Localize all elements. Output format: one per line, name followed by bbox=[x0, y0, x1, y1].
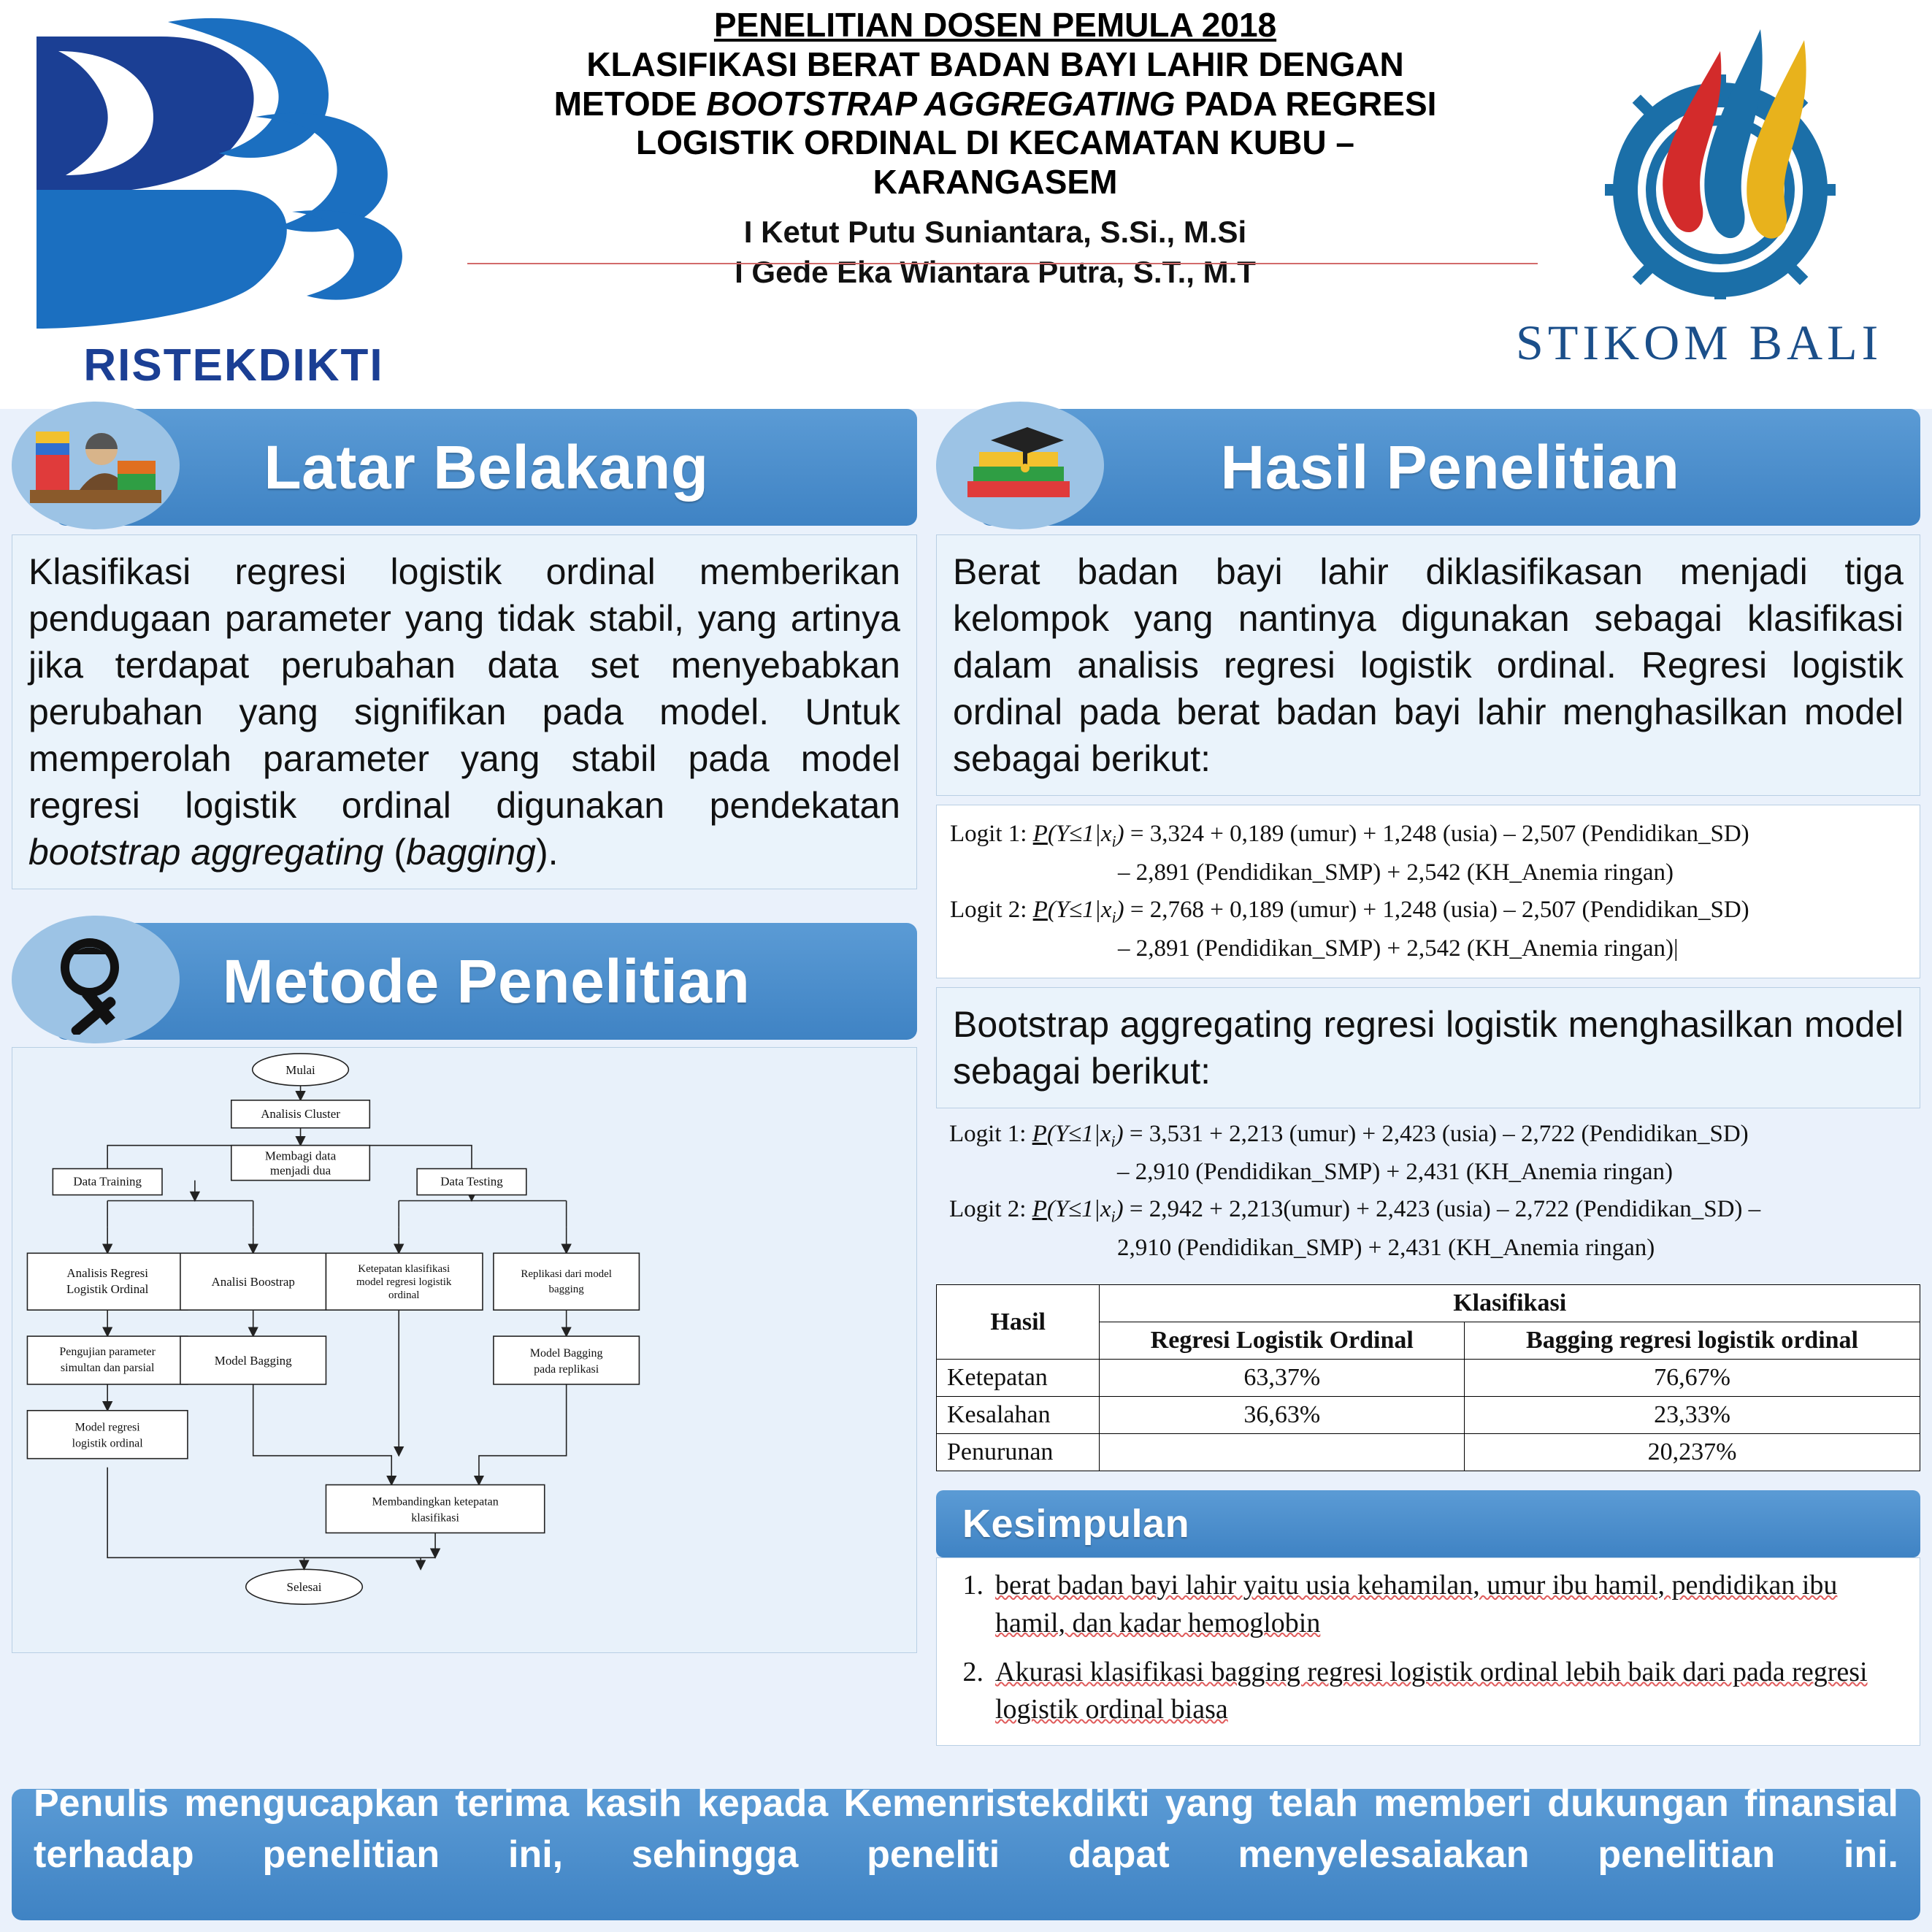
left-column bbox=[12, 409, 917, 1779]
svg-text:Model Bagging: Model Bagging bbox=[529, 1346, 603, 1360]
kesimpulan-text-1: berat badan bayi lahir yaitu usia kehamilan, umur ibu hamil, pendidikan ibu hamil, dan kadar hemoglobin bbox=[995, 1570, 1838, 1638]
row-value: 36,63% bbox=[1100, 1397, 1465, 1434]
section-header-hasil bbox=[980, 409, 1920, 526]
svg-text:Replikasi dari model: Replikasi dari model bbox=[521, 1268, 612, 1281]
author-2: I Gede Eka Wiantara Putra, S.T., M.T bbox=[735, 254, 1256, 289]
header-title-block bbox=[467, 0, 1523, 292]
lb-italic-1: bootstrap aggregating bbox=[28, 832, 384, 873]
ristekdikti-wordmark: RISTEKDIKTI bbox=[83, 340, 384, 391]
lb-italic-2: bagging bbox=[406, 832, 536, 873]
svg-text:menjadi dua: menjadi dua bbox=[269, 1163, 331, 1178]
svg-text:simultan dan parsial: simultan dan parsial bbox=[60, 1361, 155, 1374]
table-head-hasil: Hasil bbox=[937, 1285, 1100, 1360]
formula-line: Logit 2: $P(Y\le 1|x_i) = 2,768 + 0,189$ (umur) + 1,248 (usia) – 2,507 (Pendidikan_SD) bbox=[950, 896, 1749, 927]
svg-text:Membandingkan ketepatan: Membandingkan ketepatan bbox=[372, 1495, 499, 1509]
svg-text:Analisi Boostrap: Analisi Boostrap bbox=[211, 1275, 295, 1289]
row-value bbox=[1100, 1434, 1465, 1471]
stikom-flame-icon bbox=[1545, 7, 1895, 299]
stikom-wordmark: STIKOM BALI bbox=[1516, 315, 1883, 370]
svg-text:Ketepatan klasifikasi: Ketepatan klasifikasi bbox=[358, 1263, 451, 1276]
right-column bbox=[936, 409, 1920, 1779]
row-value: 20,237% bbox=[1465, 1434, 1920, 1471]
section-header-metode bbox=[55, 923, 917, 1040]
lb-part-1: Klasifikasi regresi logistik ordinal memberikan pendugaan parameter yang tidak stabil, yang artinya jika terdapat perubahan data set menyebabkan perubahan yang signifikan pada model. Untuk memperolah parameter yang stabil pada model regresi logistik ordinal digunakan pendekatan bbox=[28, 551, 900, 826]
lb-part-3: ). bbox=[536, 832, 559, 873]
panel-kesimpulan bbox=[936, 1557, 1920, 1745]
title-line-2: METODE BOOTSTRAP AGGREGATING PADA REGRESI bbox=[553, 84, 1437, 123]
graduation-books-icon bbox=[936, 402, 1104, 529]
magnifier-icon bbox=[12, 916, 180, 1043]
svg-text:Pengujian parameter: Pengujian parameter bbox=[59, 1345, 156, 1358]
formula-tail: = 2,942 + 2,213(umur) + 2,423 (usia) – 2,722 (Pendidikan_SD) – bbox=[1123, 1196, 1761, 1223]
formula-block-regresi-ordinal bbox=[936, 805, 1920, 978]
hasil-mid-text: Bootstrap aggregating regresi logistik menghasilkan model sebagai berikut: bbox=[953, 1003, 1904, 1092]
panel-latar-belakang bbox=[12, 534, 917, 889]
latar-belakang-text bbox=[28, 548, 900, 875]
table-row bbox=[937, 1360, 1920, 1397]
formula-tail: = 3,531 + 2,213 (umur) + 2,423 (usia) – 2,722 (Pendidikan_SD) bbox=[1123, 1120, 1749, 1147]
formula-line: Logit 1: $P(Y\le 1|x_i) = 3,531 + 2,213$ (umur) + 2,423 (usia) – 2,722 (Pendidikan_SD) bbox=[949, 1120, 1749, 1151]
formula-line: Logit 1: $P(Y\le 1|x_i) = 3,324 + 0,189$ (umur) + 1,248 (usia) – 2,507 (Pendidikan_SD) bbox=[950, 821, 1749, 851]
hasil-intro-text: Berat badan bayi lahir diklasifikasan menjadi tiga kelompok yang nantinya digunakan sebagai klasifikasi dalam analisis regresi logistik ordinal. Regresi logistik ordinal pada berat badan bayi lahir menghasilkan model sebagai berikut: bbox=[953, 551, 1904, 779]
list-item bbox=[951, 1654, 1905, 1729]
formula-label: Logit 2: bbox=[949, 1196, 1027, 1223]
panel-hasil-intro bbox=[936, 534, 1920, 796]
stikom-bali-logo bbox=[1516, 0, 1932, 409]
list-item bbox=[951, 1567, 1905, 1642]
formula-prob: P bbox=[1032, 1120, 1047, 1147]
svg-text:Analisis Cluster: Analisis Cluster bbox=[261, 1106, 340, 1121]
svg-text:Data Training: Data Training bbox=[73, 1174, 142, 1189]
svg-text:Data Testing: Data Testing bbox=[440, 1174, 503, 1189]
flowchart-svg bbox=[12, 1048, 916, 1652]
table-row bbox=[937, 1434, 1920, 1471]
poster-header bbox=[0, 0, 1932, 409]
row-label: Kesalahan bbox=[937, 1397, 1100, 1434]
title-italic-term: BOOTSTRAP AGGREGATING bbox=[706, 84, 1176, 123]
table-head-row bbox=[937, 1285, 1920, 1322]
formula-line: – 2,910 (Pendidikan_SMP) + 2,431 (KH_Anemia ringan) bbox=[1117, 1159, 1674, 1186]
table-head-klasifikasi: Klasifikasi bbox=[1100, 1285, 1920, 1322]
svg-text:Mulai: Mulai bbox=[285, 1062, 315, 1077]
program-title: PENELITIAN DOSEN PEMULA 2018 bbox=[713, 6, 1277, 44]
svg-text:Membagi data: Membagi data bbox=[264, 1149, 337, 1163]
row-label: Ketepatan bbox=[937, 1360, 1100, 1397]
svg-text:Logistik Ordinal: Logistik Ordinal bbox=[66, 1282, 149, 1297]
list-number: 1. bbox=[962, 1570, 984, 1601]
section-title-metode: Metode Penelitian bbox=[222, 946, 751, 1016]
section-title-hasil: Hasil Penelitian bbox=[1220, 432, 1680, 502]
formula-prob: P bbox=[1032, 821, 1048, 847]
poster-body bbox=[0, 409, 1932, 1779]
svg-text:model regresi logistik: model regresi logistik bbox=[356, 1276, 452, 1289]
svg-text:Model Bagging: Model Bagging bbox=[214, 1353, 292, 1368]
books-scholar-icon bbox=[12, 402, 180, 529]
table-col-bagging: Bagging regresi logistik ordinal bbox=[1465, 1322, 1920, 1360]
formula-block-bagging bbox=[936, 1108, 1920, 1278]
list-number: 2. bbox=[962, 1656, 984, 1687]
row-value: 23,33% bbox=[1465, 1397, 1920, 1434]
formula-tail: = 3,324 + 0,189 (umur) + 1,248 (usia) – 2,507 (Pendidikan_SD) bbox=[1124, 821, 1749, 847]
section-title-latar-belakang: Latar Belakang bbox=[264, 432, 709, 502]
svg-text:logistik ordinal: logistik ordinal bbox=[72, 1437, 143, 1450]
row-value: 63,37% bbox=[1100, 1360, 1465, 1397]
formula-label: Logit 2: bbox=[950, 896, 1027, 923]
table-col-regresi: Regresi Logistik Ordinal bbox=[1100, 1322, 1465, 1360]
acknowledgement-banner bbox=[12, 1782, 1920, 1920]
lb-part-2: ( bbox=[383, 832, 407, 873]
formula-line: – 2,891 (Pendidikan_SMP) + 2,542 (KH_Anemia ringan) bbox=[1118, 859, 1674, 886]
row-value: 76,67% bbox=[1465, 1360, 1920, 1397]
formula-line: Logit 2: $P(Y\le 1|x_i) = 2,942$ + 2,213(umur) + 2,423 (usia) – 2,722 (Pendidikan_SD) – bbox=[949, 1196, 1761, 1227]
formula-prob: P bbox=[1032, 1196, 1047, 1223]
title-line-3: LOGISTIK ORDINAL DI KECAMATAN KUBU – bbox=[636, 123, 1354, 162]
formula-prob: P bbox=[1032, 896, 1048, 923]
formula-tail: = 2,768 + 0,189 (umur) + 1,248 (usia) – 2,507 (Pendidikan_SD) bbox=[1124, 896, 1749, 923]
author-1: I Ketut Putu Suniantara, S.Si., M.Si bbox=[743, 215, 1247, 250]
panel-hasil-mid bbox=[936, 987, 1920, 1108]
ristekdikti-mark-icon bbox=[15, 7, 453, 343]
title-line-1: KLASIFIKASI BERAT BADAN BAYI LAHIR DENGAN bbox=[586, 45, 1404, 83]
formula-label: Logit 1: bbox=[949, 1120, 1027, 1147]
section-header-latar-belakang bbox=[55, 409, 917, 526]
svg-text:Model regresi: Model regresi bbox=[74, 1421, 140, 1434]
svg-text:Selesai: Selesai bbox=[286, 1580, 322, 1595]
row-label: Penurunan bbox=[937, 1434, 1100, 1471]
formula-label: Logit 1: bbox=[950, 821, 1027, 847]
results-table bbox=[936, 1284, 1920, 1471]
acknowledgement-text: Penulis mengucapkan terima kasih kepada Kemenristekdikti yang telah memberi dukungan finansial terhadap penelitian ini, sehingga peneliti dapat menyelesaiakan penelitian ini. bbox=[34, 1782, 1898, 1876]
svg-text:bagging: bagging bbox=[548, 1284, 584, 1296]
section-header-kesimpulan bbox=[936, 1490, 1920, 1557]
title-line-4: KARANGASEM bbox=[873, 163, 1118, 202]
section-title-kesimpulan: Kesimpulan bbox=[962, 1502, 1190, 1546]
table-row bbox=[937, 1397, 1920, 1434]
svg-text:ordinal: ordinal bbox=[388, 1289, 420, 1302]
author-list bbox=[467, 212, 1523, 292]
formula-line: 2,910 (Pendidikan_SMP) + 2,431 (KH_Anemia ringan) bbox=[1117, 1235, 1655, 1262]
flowchart-metode-penelitian bbox=[12, 1047, 917, 1653]
svg-text:pada replikasi: pada replikasi bbox=[534, 1362, 599, 1376]
ristekdikti-logo bbox=[0, 0, 467, 409]
kesimpulan-text-2: Akurasi klasifikasi bagging regresi logistik ordinal lebih baik dari pada regresi logistik ordinal biasa bbox=[995, 1656, 1868, 1725]
svg-text:klasifikasi: klasifikasi bbox=[411, 1511, 459, 1525]
svg-text:Analisis Regresi: Analisis Regresi bbox=[66, 1266, 148, 1281]
formula-line: – 2,891 (Pendidikan_SMP) + 2,542 (KH_Anemia ringan)| bbox=[1118, 935, 1679, 962]
header-divider bbox=[467, 263, 1538, 264]
